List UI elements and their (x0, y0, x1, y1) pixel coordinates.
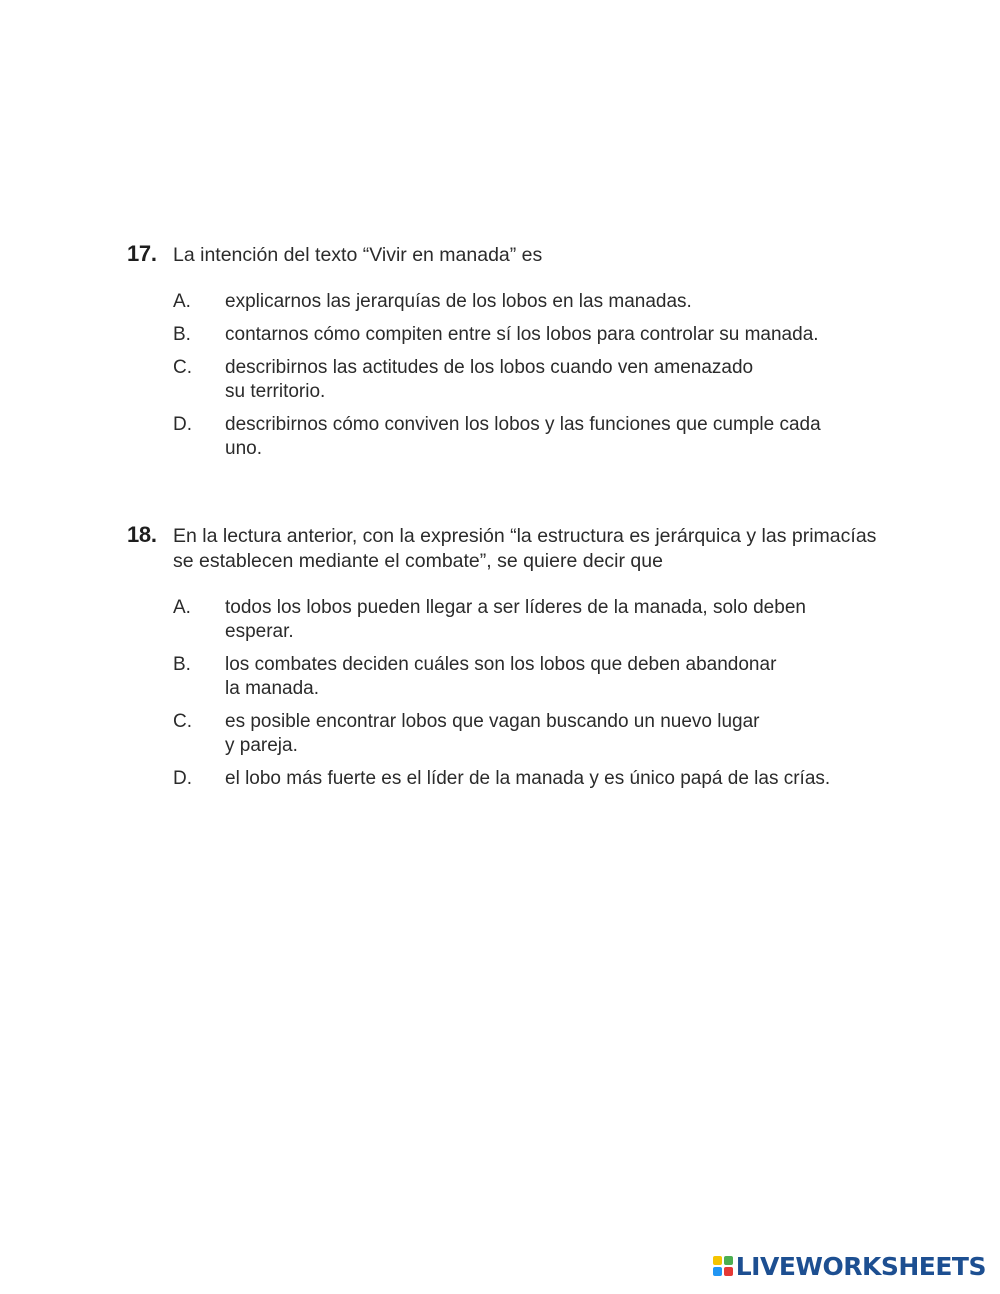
logo-block (724, 1267, 733, 1276)
question-17 (127, 241, 917, 470)
question-stem (127, 522, 917, 574)
option-text-line: es posible encontrar lobos que vagan buscando un nuevo lugar (225, 711, 760, 732)
option-letter: A. (173, 597, 191, 618)
liveworksheets-blocks-icon (713, 1256, 733, 1276)
logo-block (724, 1256, 733, 1265)
logo-block (713, 1267, 722, 1276)
option-text-line: los combates deciden cuáles son los lobos que deben abandonar (225, 654, 777, 675)
question-text-line: En la lectura anterior, con la expresión “la estructura es jerárquica y las primacías (173, 525, 877, 547)
option-text-line: describirnos las actitudes de los lobos cuando ven amenazado (225, 357, 754, 378)
option-text-line: esperar. (225, 621, 294, 642)
option-text-line: uno. (225, 438, 262, 459)
logo-text: LIVEWORKSHEETS (735, 1251, 986, 1281)
question-text-line: se establecen mediante el combate”, se quiere decir que (173, 550, 663, 572)
option-c[interactable] (173, 710, 917, 758)
option-text-line: describirnos cómo conviven los lobos y las funciones que cumple cada (225, 414, 821, 435)
option-text-line: y pareja. (225, 735, 298, 756)
option-letter: B. (173, 654, 191, 675)
option-text (225, 710, 917, 758)
option-d[interactable] (173, 413, 917, 461)
option-text (225, 323, 917, 347)
option-a[interactable] (173, 290, 917, 314)
option-text-line: contarnos cómo compiten entre sí los lobos para controlar su manada. (225, 324, 819, 345)
option-text-line: el lobo más fuerte es el líder de la manada y es único papá de las crías. (225, 768, 831, 789)
option-c[interactable] (173, 356, 917, 404)
option-text (225, 290, 917, 314)
question-18 (127, 522, 917, 800)
liveworksheets-logo (713, 1252, 986, 1280)
option-text-line: explicarnos las jerarquías de los lobos en las manadas. (225, 291, 692, 312)
option-text-line: su territorio. (225, 381, 326, 402)
option-letter: D. (173, 414, 192, 435)
option-b[interactable] (173, 653, 917, 701)
question-text-line: La intención del texto “Vivir en manada” es (173, 244, 543, 266)
option-letter: B. (173, 324, 191, 345)
question-text (173, 243, 917, 268)
logo-block (713, 1256, 722, 1265)
option-text-line: la manada. (225, 678, 320, 699)
option-text (225, 596, 917, 644)
option-letter: A. (173, 291, 191, 312)
option-text-line: todos los lobos pueden llegar a ser líderes de la manada, solo deben (225, 597, 806, 618)
option-d[interactable] (173, 767, 917, 791)
option-a[interactable] (173, 596, 917, 644)
question-text (173, 524, 917, 574)
answer-options (173, 596, 917, 791)
option-letter: C. (173, 711, 192, 732)
answer-options (173, 290, 917, 461)
question-number: 18. (127, 522, 157, 547)
question-number: 17. (127, 241, 157, 266)
option-b[interactable] (173, 323, 917, 347)
option-text (225, 653, 917, 701)
option-text (225, 767, 917, 791)
option-letter: C. (173, 357, 192, 378)
question-stem (127, 241, 917, 268)
option-text (225, 356, 917, 404)
option-letter: D. (173, 768, 192, 789)
option-text (225, 413, 917, 461)
